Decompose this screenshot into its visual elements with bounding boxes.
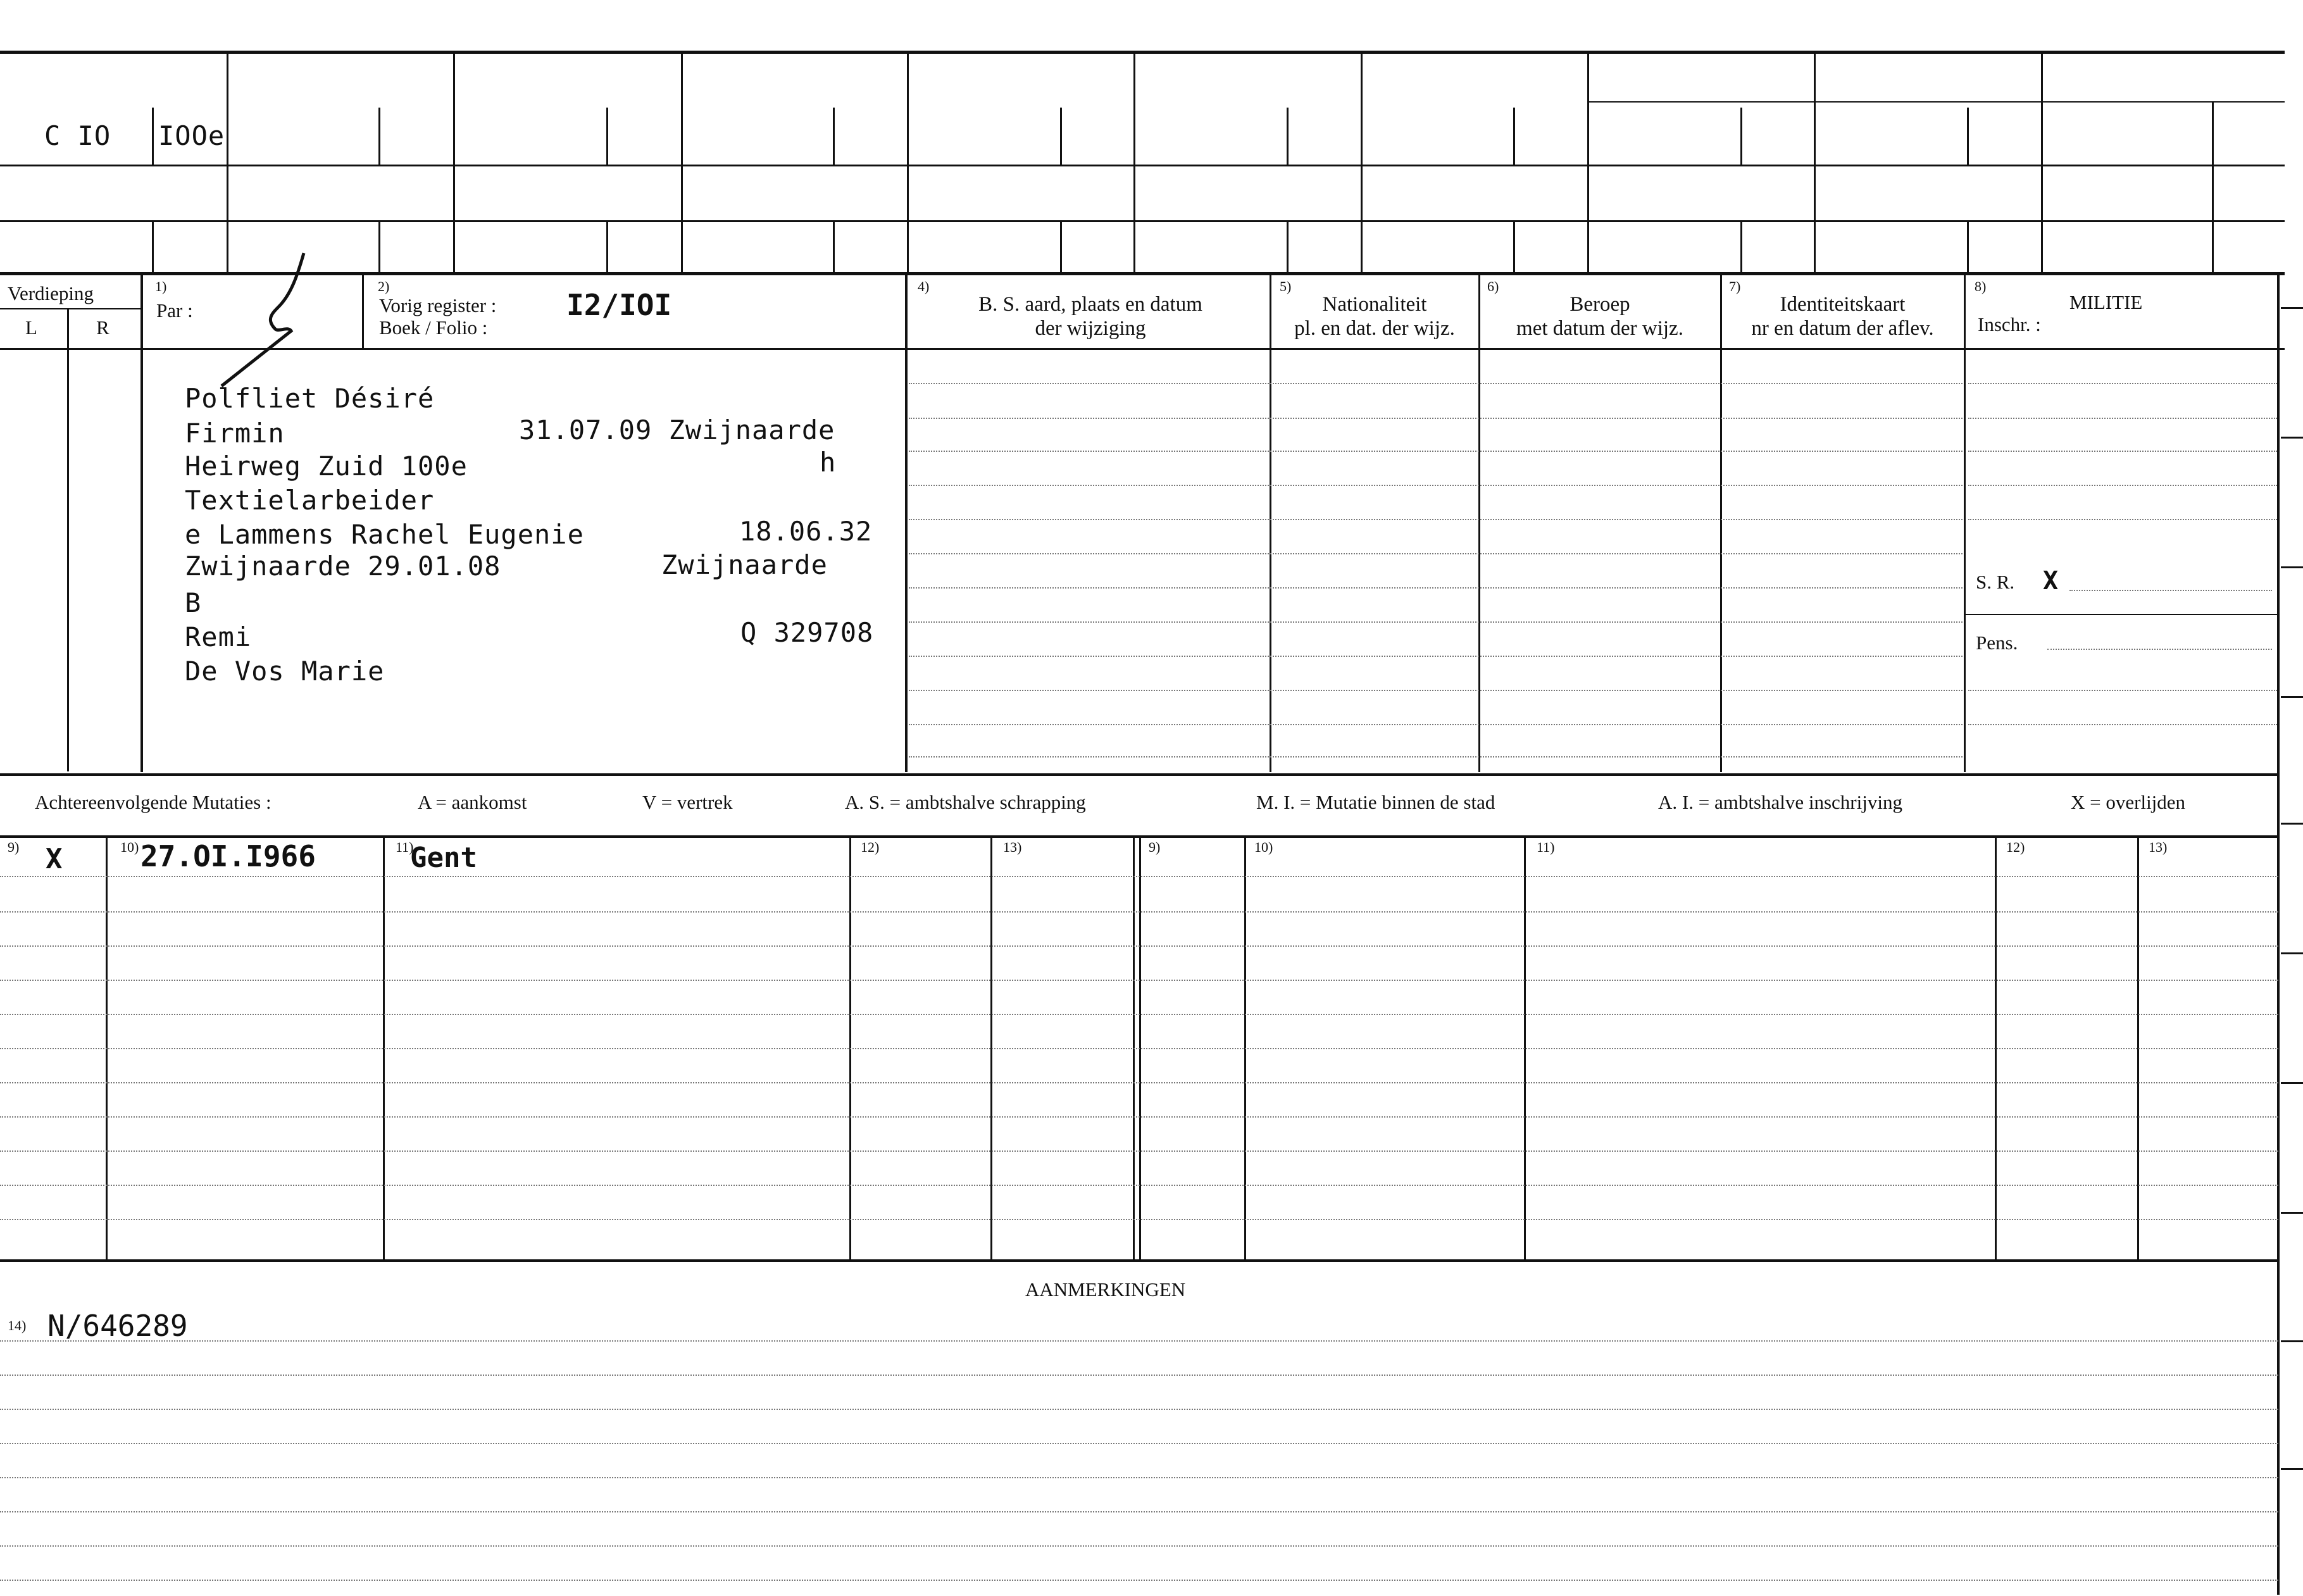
dotted-rule: [909, 553, 1963, 554]
dotted-rule: [0, 1185, 2278, 1186]
grid-line: [606, 108, 608, 166]
dotted-rule: [1968, 690, 2277, 691]
margin-tick: [2281, 1468, 2303, 1470]
grid-line: [1587, 52, 1589, 273]
dotted-rule: [0, 980, 2278, 981]
dotted-rule: [0, 1116, 2278, 1118]
grid-line: [1270, 275, 1271, 772]
grid-line: [140, 275, 143, 772]
dotted-rule: [0, 876, 2278, 877]
dotted-rule: [2069, 590, 2272, 591]
nationaliteit-header: [1271, 292, 1478, 340]
mut-col11-right: 11): [1537, 839, 1555, 855]
person-line-2-date: 31.07.09 Zwijnaarde: [519, 415, 835, 446]
grid-line: [2041, 52, 2043, 273]
mut-col13-left: 13): [1003, 839, 1022, 855]
dotted-rule: [909, 587, 1963, 589]
person-line-4: Textielarbeider: [185, 485, 435, 516]
grid-line: [2212, 101, 2214, 273]
vorig-register-label: Vorig register :: [379, 294, 497, 316]
beroep-header: [1480, 292, 1720, 340]
person-line-6: Zwijnaarde 29.01.08: [185, 551, 501, 582]
dotted-rule: [0, 1082, 2278, 1083]
legend-ambtshalve-schrapping: A. S. = ambtshalve schrapping: [845, 791, 1086, 813]
dotted-rule: [0, 911, 2278, 913]
mut-col9-right: 9): [1149, 839, 1161, 855]
margin-tick: [2281, 1340, 2303, 1342]
dotted-rule: [0, 1511, 2278, 1512]
dotted-rule: [909, 621, 1963, 623]
mutatie-type: X: [46, 843, 63, 875]
grid-line: [1967, 221, 1969, 273]
dotted-rule: [0, 945, 2278, 947]
dotted-rule: [1968, 724, 2277, 725]
grid-line: [606, 221, 608, 273]
dotted-rule: [1968, 418, 2277, 419]
vorig-register-value: I2/IOI: [566, 288, 672, 322]
mut-col10-left: 10): [120, 839, 139, 855]
grid-line: [0, 220, 2285, 222]
mut-col12-left: 12): [861, 839, 880, 855]
grid-line: [0, 165, 2285, 166]
col1-number: 1): [155, 278, 167, 294]
grid-line: [227, 52, 228, 273]
dotted-rule: [909, 485, 1963, 486]
dotted-rule: [0, 1150, 2278, 1152]
grid-line: [1966, 614, 2277, 615]
margin-tick: [2281, 1212, 2303, 1214]
grid-line: [0, 773, 2278, 776]
grid-line: [378, 221, 380, 273]
inschr-label: Inschr. :: [1978, 313, 2041, 335]
grid-line: [905, 275, 908, 772]
top-cell-1: C IO: [44, 120, 111, 151]
legend-ambtshalve-inschrijving: A. I. = ambtshalve inschrijving: [1658, 791, 1902, 813]
person-line-9: De Vos Marie: [185, 656, 385, 687]
mut-col11-left: 11): [396, 839, 414, 855]
legend-mutatie-binnen-stad: M. I. = Mutatie binnen de stad: [1256, 791, 1495, 813]
legend-vertrek: V = vertrek: [642, 791, 733, 813]
col4-number: 4): [918, 278, 930, 294]
sr-value: X: [2043, 566, 2059, 595]
dotted-rule: [909, 418, 1963, 419]
mut-col9-left: 9): [8, 839, 20, 855]
grid-line: [0, 308, 142, 309]
nationaliteit-line2: pl. en dat. der wijz.: [1294, 317, 1455, 340]
person-line-6-place: Zwijnaarde: [661, 549, 828, 580]
person-line-1: Polfliet Désiré: [185, 383, 435, 414]
mutatie-date: 27.OI.I966: [140, 839, 316, 873]
aanmerkingen-title: AANMERKINGEN: [1025, 1278, 1186, 1300]
nationaliteit-line1: Nationaliteit: [1322, 293, 1427, 316]
dotted-rule: [0, 1375, 2278, 1376]
grid-line: [1133, 52, 1135, 273]
grid-line: [453, 52, 455, 273]
verdieping-label: Verdieping: [8, 282, 94, 304]
grid-line: [833, 108, 835, 166]
mutaties-title: Achtereenvolgende Mutaties :: [35, 791, 271, 813]
dotted-rule: [0, 1443, 2278, 1444]
col6-number: 6): [1487, 278, 1499, 294]
top-frame-line: [0, 51, 2285, 54]
grid-line: [1287, 108, 1289, 166]
margin-tick: [2281, 437, 2303, 439]
dotted-rule: [1968, 485, 2277, 486]
beroep-line1: Beroep: [1570, 293, 1630, 316]
identiteitskaart-line2: nr en datum der aflev.: [1751, 317, 1934, 340]
dotted-rule: [0, 1014, 2278, 1015]
verdieping-r-label: R: [96, 316, 109, 339]
right-edge-line: [2277, 272, 2280, 1595]
dotted-rule: [909, 690, 1963, 691]
grid-line: [1513, 221, 1515, 273]
mut-col12-right: 12): [2006, 839, 2025, 855]
dotted-rule: [0, 1580, 2278, 1581]
dotted-rule: [1968, 383, 2277, 384]
col5-number: 5): [1280, 278, 1292, 294]
dotted-rule: [909, 656, 1963, 657]
legend-overlijden: X = overlijden: [2071, 791, 2186, 813]
top-cell-2: IOOe: [158, 120, 225, 151]
mut-col13-right: 13): [2149, 839, 2168, 855]
person-line-7: B: [185, 587, 202, 618]
grid-line: [152, 221, 154, 273]
grid-line: [833, 221, 835, 273]
grid-line: [1513, 108, 1515, 166]
identiteitskaart-line1: Identiteitskaart: [1780, 293, 1906, 316]
grid-line: [681, 52, 683, 273]
grid-line: [1964, 275, 1966, 772]
grid-line: [1060, 108, 1062, 166]
aanmerkingen-value: N/646289: [47, 1309, 188, 1343]
pens-label: Pens.: [1976, 632, 2018, 654]
dotted-rule: [909, 383, 1963, 384]
dotted-rule: [0, 1545, 2278, 1547]
verdieping-l-label: L: [25, 316, 37, 339]
aanmerkingen-number: 14): [8, 1318, 27, 1333]
bs-header: [911, 292, 1270, 340]
bs-header-line1: B. S. aard, plaats en datum: [978, 293, 1202, 316]
person-line-8-code: Q 329708: [740, 617, 874, 648]
bs-header-line2: der wijziging: [1035, 317, 1146, 340]
col2-number: 2): [378, 278, 390, 294]
grid-line: [1720, 275, 1722, 772]
grid-line: [1740, 108, 1742, 166]
person-line-3-mark: h: [820, 447, 837, 478]
grid-line: [1478, 275, 1480, 772]
grid-line: [1740, 221, 1742, 273]
person-line-5-date: 18.06.32: [739, 516, 873, 547]
grid-line: [1967, 108, 1969, 166]
dotted-rule: [909, 519, 1963, 520]
margin-tick: [2281, 696, 2303, 698]
sr-label: S. R.: [1976, 571, 2015, 593]
dotted-rule: [1968, 451, 2277, 452]
militie-label: MILITIE: [2069, 291, 2143, 313]
dotted-rule: [2047, 649, 2272, 650]
grid-line: [1588, 101, 2285, 103]
person-line-3: Heirweg Zuid 100e: [185, 451, 468, 482]
grid-line: [1060, 221, 1062, 273]
grid-line: [1814, 52, 1816, 273]
margin-tick: [2281, 566, 2303, 568]
beroep-line2: met datum der wijz.: [1516, 317, 1683, 340]
person-line-5: e Lammens Rachel Eugenie: [185, 519, 584, 550]
grid-line: [1361, 52, 1363, 273]
dotted-rule: [0, 1219, 2278, 1220]
margin-tick: [2281, 823, 2303, 825]
margin-tick: [2281, 307, 2303, 309]
margin-tick: [2281, 952, 2303, 954]
dotted-rule: [909, 756, 1963, 757]
legend-aankomst: A = aankomst: [418, 791, 527, 813]
margin-tick: [2281, 1082, 2303, 1084]
person-line-8: Remi: [185, 621, 252, 652]
grid-line: [378, 108, 380, 166]
grid-line: [1287, 221, 1289, 273]
dotted-rule: [909, 724, 1963, 725]
dotted-rule: [1968, 519, 2277, 520]
handwritten-checkmark: [203, 250, 367, 389]
person-line-2-name: Firmin: [185, 418, 285, 449]
grid-line: [907, 52, 909, 273]
dotted-rule: [0, 1409, 2278, 1410]
par-label: Par :: [156, 299, 193, 321]
dotted-rule: [0, 1477, 2278, 1478]
dotted-rule: [909, 451, 1963, 452]
grid-line: [152, 108, 154, 166]
dotted-rule: [0, 1340, 2278, 1342]
identiteitskaart-header: [1721, 292, 1964, 340]
mutatie-place: Gent: [410, 842, 477, 874]
col8-number: 8): [1975, 278, 1987, 294]
dotted-rule: [0, 1048, 2278, 1049]
grid-line: [67, 309, 69, 771]
col7-number: 7): [1729, 278, 1741, 294]
mut-col10-right: 10): [1254, 839, 1273, 855]
boek-folio-label: Boek / Folio :: [379, 316, 488, 339]
